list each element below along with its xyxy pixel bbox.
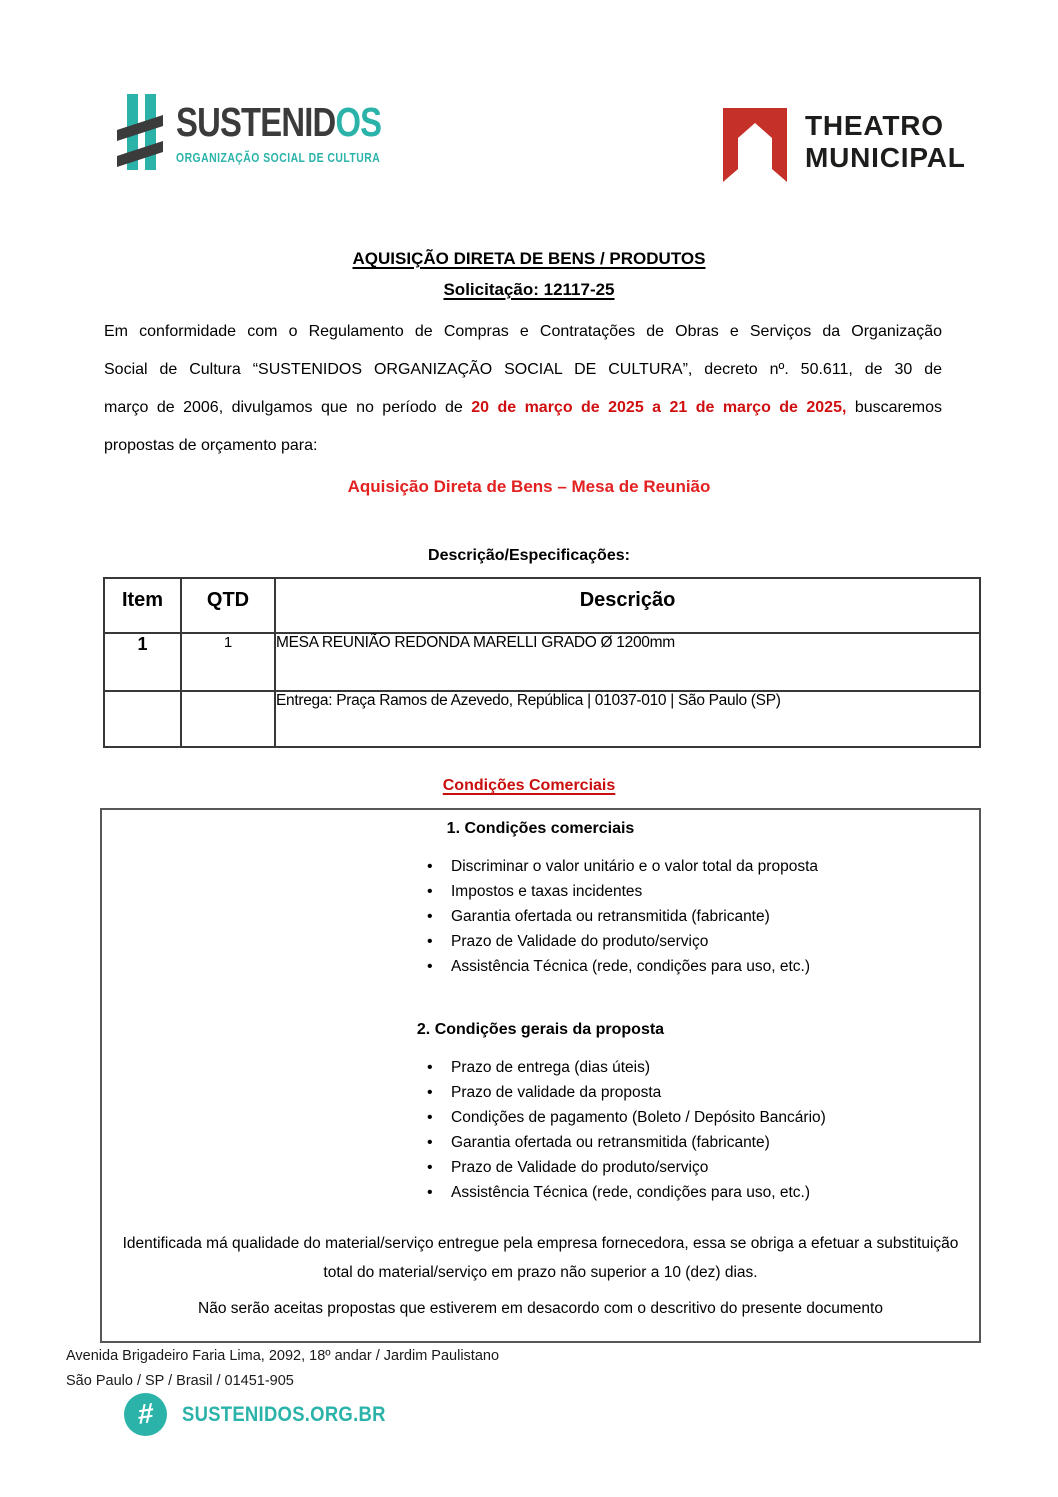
qtd-cell [181, 691, 275, 747]
theatro-logo-line1: THEATRO [805, 110, 944, 141]
intro-line3 [104, 389, 942, 427]
list-item: • Prazo de validade da proposta [420, 1080, 979, 1105]
intro-line3-before: março de 2006, divulgamos que no período de [104, 399, 472, 416]
conditions-section1-list [420, 854, 979, 979]
footer-address-line1: Avenida Brigadeiro Faria Lima, 2092, 18º andar / Jardim Paulistano [66, 1348, 500, 1364]
theatro-logo-text [805, 110, 966, 174]
desc-cell: MESA REUNIÃO REDONDA MARELLI GRADO Ø 1200mm [275, 633, 980, 691]
theatro-arch-icon [722, 106, 788, 184]
col-header-desc: Descrição [275, 578, 980, 633]
table-row [104, 633, 980, 691]
list-item: • Discriminar o valor unitário e o valor total da proposta [420, 854, 979, 879]
commercial-conditions-heading: Condições Comerciais [442, 777, 616, 794]
document-title-line1: AQUISIÇÃO DIRETA DE BENS / PRODUTOS [352, 249, 706, 268]
intro-line3-after: buscaremos [846, 399, 943, 416]
quotation-period-dates: 20 de março de 2025 a 21 de março de 2025, [471, 399, 847, 416]
intro-paragraph [104, 313, 942, 465]
intro-line4: propostas de orçamento para: [104, 437, 318, 454]
subject-heading: Aquisição Direta de Bens – Mesa de Reunião [347, 477, 711, 496]
sustenidos-logo [114, 90, 433, 174]
list-item: • Prazo de entrega (dias úteis) [420, 1055, 979, 1080]
list-item: • Condições de pagamento (Boleto / Depósito Bancário) [420, 1105, 979, 1130]
intro-line1: Em conformidade com o Regulamento de Compras e Contratações de Obras e Serviços da Organização [104, 323, 942, 340]
conditions-section2-list [420, 1055, 979, 1205]
sustenidos-name-prefix: SUSTENID [176, 99, 336, 145]
footer-address [66, 1344, 499, 1394]
spec-table [103, 577, 981, 748]
document-title-line2: Solicitação: 12117-25 [443, 280, 615, 299]
conditions-section2-title: 2. Condições gerais da proposta [416, 1021, 665, 1038]
theatro-municipal-logo [722, 106, 966, 184]
list-item: • Garantia ofertada ou retransmitida (fabricante) [420, 904, 979, 929]
col-header-item: Item [104, 578, 181, 633]
list-item: • Prazo de Validade do produto/serviço [420, 929, 979, 954]
table-header-row [104, 578, 980, 633]
theatro-logo-line2: MUNICIPAL [805, 142, 966, 173]
sustenidos-logo-name [176, 99, 382, 145]
desc-cell: Entrega: Praça Ramos de Azevedo, República | 01037-010 | São Paulo (SP) [275, 691, 980, 747]
spec-label: Descrição/Especificações: [428, 547, 630, 564]
item-cell [104, 691, 181, 747]
footer-site-url: SUSTENIDOS.ORG.BR [182, 1402, 386, 1426]
qtd-cell: 1 [181, 633, 275, 691]
commercial-conditions-box [100, 808, 981, 1343]
sustenidos-logo-tagline: ORGANIZAÇÃO SOCIAL DE CULTURA [176, 150, 381, 165]
list-item: • Prazo de Validade do produto/serviço [420, 1155, 979, 1180]
hash-circle-icon: # [124, 1393, 167, 1436]
footer-address-line2: São Paulo / SP / Brasil / 01451-905 [66, 1373, 294, 1389]
sustenidos-hash-icon [114, 90, 166, 174]
col-header-qtd: QTD [181, 578, 275, 633]
intro-line2: Social de Cultura “SUSTENIDOS ORGANIZAÇÃO SOCIAL DE CULTURA”, decreto nº. 50.611, de 30 de [104, 361, 942, 378]
list-item: • Assistência Técnica (rede, condições para uso, etc.) [420, 954, 979, 979]
item-cell: 1 [104, 633, 181, 691]
sustenidos-logo-text [176, 90, 381, 165]
sustenidos-name-suffix: OS [335, 99, 382, 145]
document-title [0, 243, 1058, 305]
list-item: • Assistência Técnica (rede, condições para uso, etc.) [420, 1180, 979, 1205]
list-item: • Garantia ofertada ou retransmitida (fabricante) [420, 1130, 979, 1155]
footer-logo [124, 1393, 413, 1436]
acceptance-note: Não serão aceitas propostas que estiverem em desacordo com o descritivo do presente documento [198, 1300, 883, 1317]
list-item: • Impostos e taxas incidentes [420, 879, 979, 904]
table-row [104, 691, 980, 747]
conditions-section1-title: 1. Condições comerciais [446, 820, 635, 837]
quality-note: Identificada má qualidade do material/serviço entregue pela empresa fornecedora, essa se obriga a efetuar a substituição total do material/serviço em prazo não superior a 10 (dez) dias. [122, 1235, 959, 1281]
